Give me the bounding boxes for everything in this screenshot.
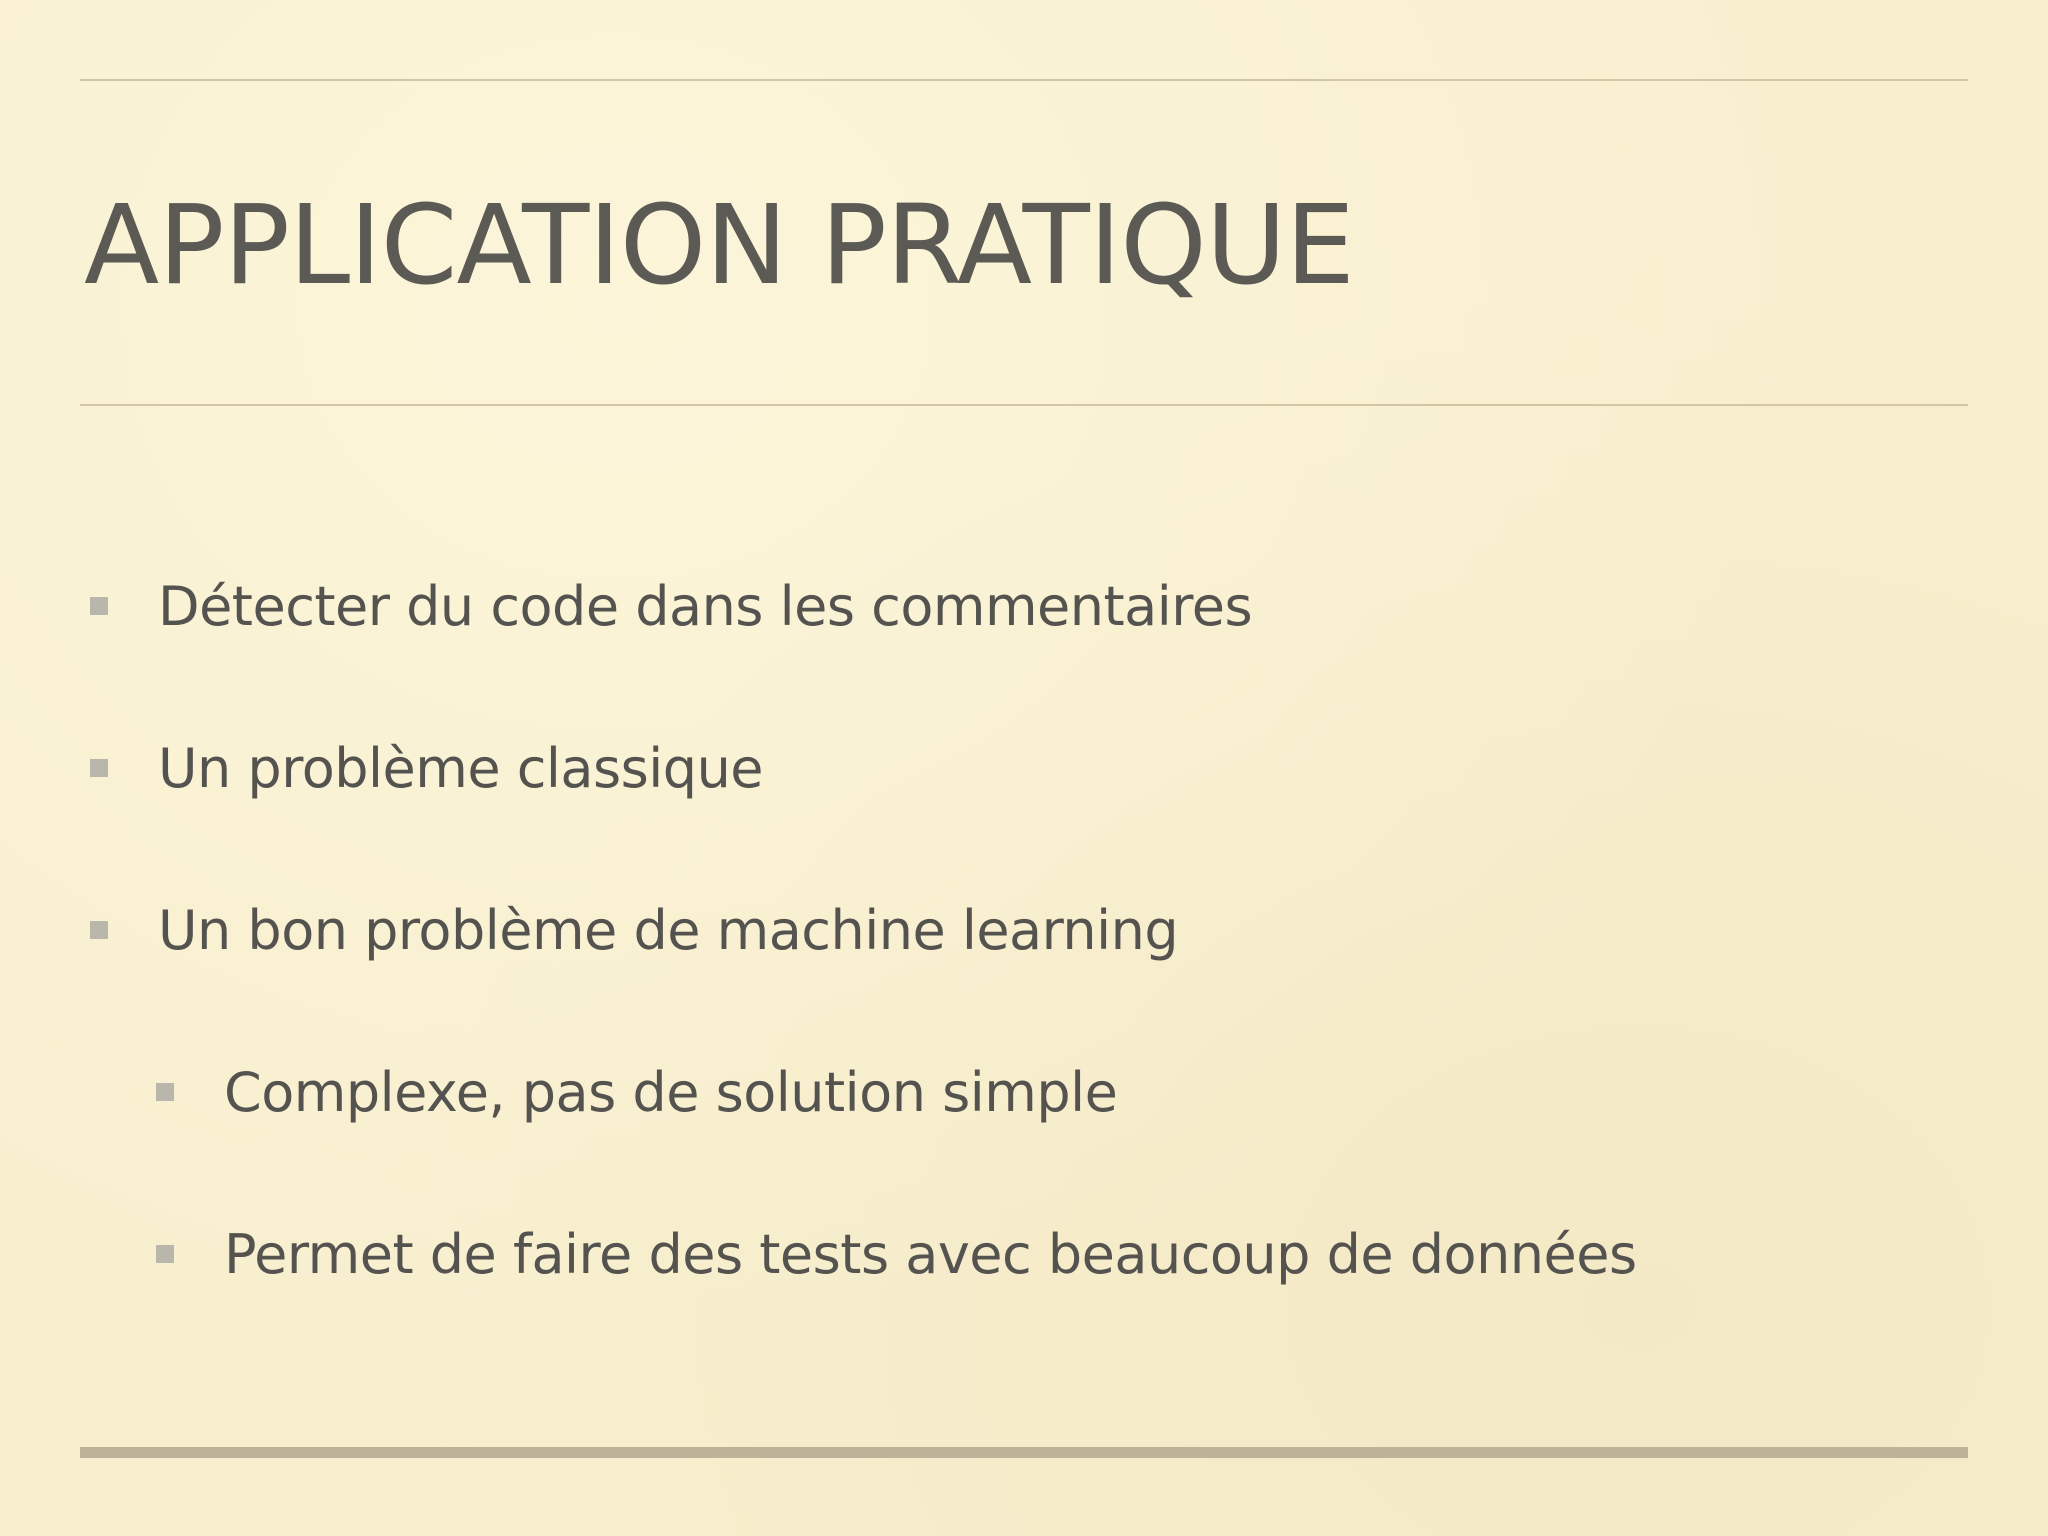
bottom-divider <box>80 1447 1968 1458</box>
bullet-text: Détecter du code dans les commentaires <box>158 574 1253 638</box>
sub-bullet-item <box>156 1052 1117 1132</box>
square-bullet-icon <box>156 1083 174 1101</box>
bullet-item <box>90 728 763 808</box>
bullet-text: Un bon problème de machine learning <box>158 898 1179 962</box>
square-bullet-icon <box>90 597 108 615</box>
title-divider <box>80 404 1968 406</box>
square-bullet-icon <box>90 921 108 939</box>
sub-bullet-text: Permet de faire des tests avec beaucoup de données <box>224 1222 1637 1286</box>
bullet-item <box>90 890 1178 970</box>
square-bullet-icon <box>156 1245 174 1263</box>
sub-bullet-text: Complexe, pas de solution simple <box>224 1060 1118 1124</box>
sub-bullet-item <box>156 1214 1637 1294</box>
square-bullet-icon <box>90 759 108 777</box>
bullet-text: Un problème classique <box>158 736 764 800</box>
slide-title: APPLICATION PRATIQUE <box>84 181 1354 309</box>
bullet-item <box>90 566 1252 646</box>
top-divider <box>80 79 1968 81</box>
